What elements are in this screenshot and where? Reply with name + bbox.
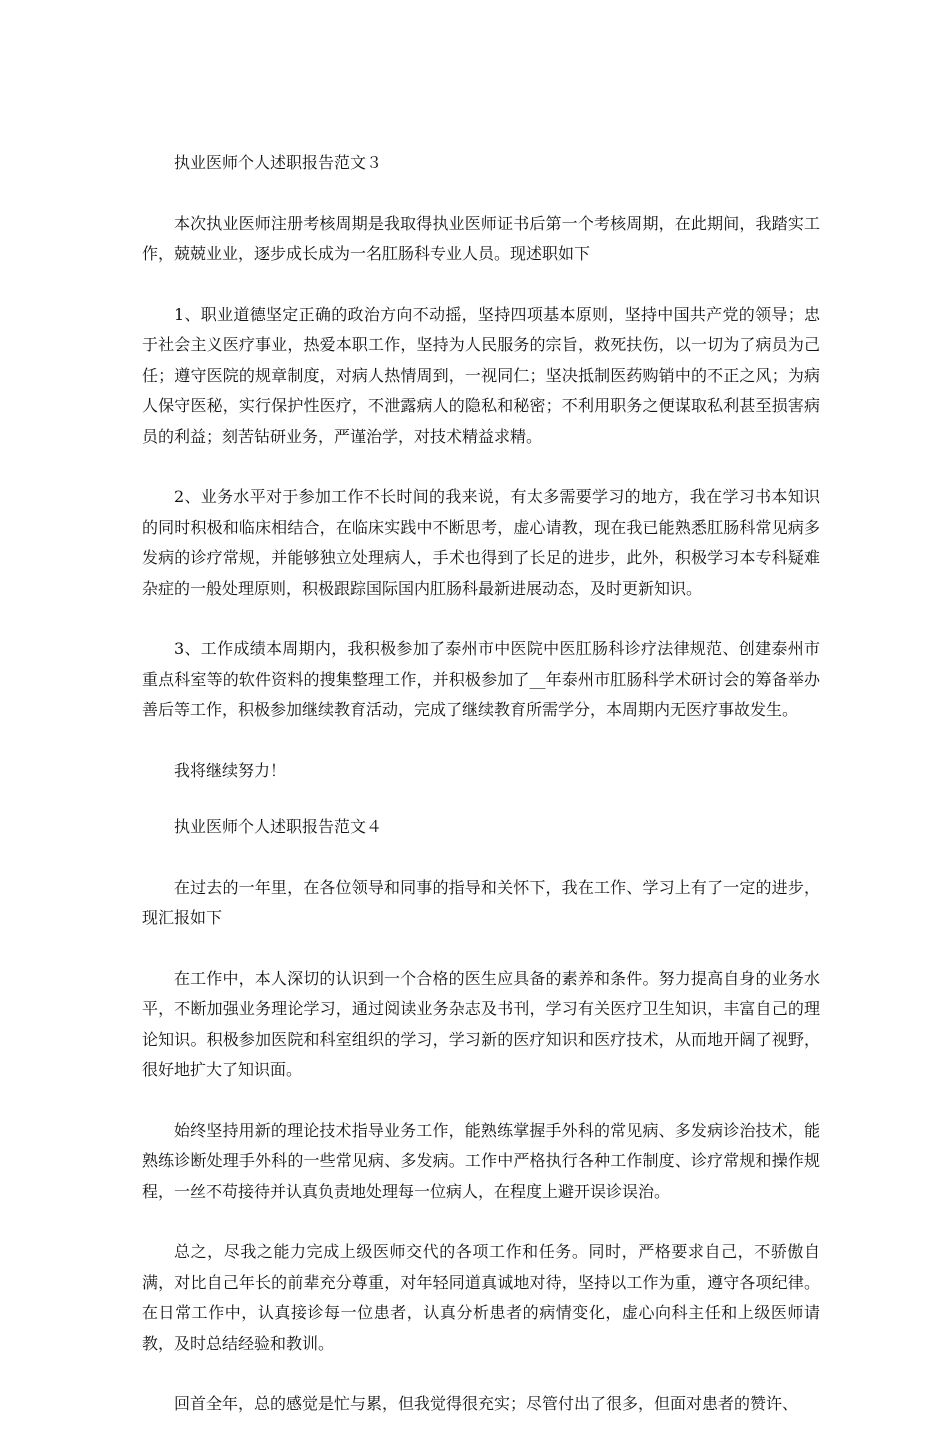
section-title: 执业医师个人述职报告范文３ (174, 153, 383, 172)
paragraph: 本次执业医师注册考核周期是我取得执业医师证书后第一个考核周期，在此期间，我踏实工作，兢兢业业，逐步成长成为一名肛肠科专业人员。现述职如下 (142, 213, 820, 263)
section-title: 执业医师个人述职报告范文４ (174, 817, 383, 836)
paragraph: 1、职业道德坚定正确的政治方向不动摇，坚持四项基本原则，坚持中国共产党的领导；忠于社会主义医疗事业，热爱本职工作，坚持为人民服务的宗旨，救死扶伤，以一切为了病员为己任；遵守医院的规章制度，对病人热情周到，一视同仁；坚决抵制医药购销中的不正之风；为病人保守医秘，实行保护性医疗，不泄露病人的隐私和秘密；不利用职务之便谋取私利甚至损害病员的利益；刻苦钻研业务，严谨治学，对技术精益求精。 (142, 304, 820, 446)
paragraph: 2、业务水平对于参加工作不长时间的我来说，有太多需要学习的地方，我在学习书本知识的同时积极和临床相结合，在临床实践中不断思考，虚心请教，现在我已能熟悉肛肠科常见病多发病的诊疗常规，并能够独立处理病人，手术也得到了长足的进步，此外，积极学习本专科疑难杂症的一般处理原则，积极跟踪国际国内肛肠科最新进展动态，及时更新知识。 (142, 487, 820, 598)
paragraph: 3、工作成绩本周期内，我积极参加了泰州市中医院中医肛肠科诊疗法律规范、创建泰州市重点科室等的软件资料的搜集整理工作，并积极参加了__年泰州市肛肠科学术研讨会的筹备举办善后等工作，积极参加继续教育活动，完成了继续教育所需学分，本周期内无医疗事故发生。 (142, 639, 820, 719)
paragraph: 我将继续努力！ (174, 760, 287, 780)
paragraph: 回首全年，总的感觉是忙与累，但我觉得很充实；尽管付出了很多，但面对患者的赞许、 (174, 1394, 799, 1413)
paragraph: 总之，尽我之能力完成上级医师交代的各项工作和任务。同时，严格要求自己，不骄傲自满，对比自己年长的前辈充分尊重，对年轻同道真诚地对待，坚持以工作为重，遵守各项纪律。在日常工作中，认真接诊每一位患者，认真分析患者的病情变化，虚心向科主任和上级医师请教，及时总结经验和教训。 (142, 1242, 820, 1353)
document-body (142, 148, 820, 1450)
paragraph: 在过去的一年里，在各位领导和同事的指导和关怀下，我在工作、学习上有了一定的进步，现汇报如下 (142, 877, 820, 927)
paragraph: 在工作中，本人深切的认识到一个合格的医生应具备的素养和条件。努力提高自身的业务水平，不断加强业务理论学习，通过阅读业务杂志及书刊，学习有关医疗卫生知识，丰富自己的理论知识。积极参加医院和科室组织的学习，学习新的医疗知识和医疗技术，从而地开阔了视野，很好地扩大了知识面。 (142, 968, 820, 1079)
paragraph: 始终坚持用新的理论技术指导业务工作，能熟练掌握手外科的常见病、多发病诊治技术，能熟练诊断处理手外科的一些常见病、多发病。工作中严格执行各种工作制度、诊疗常规和操作规程，一丝不苟接待并认真负责地处理每一位病人，在程度上避开误诊误治。 (142, 1120, 820, 1201)
